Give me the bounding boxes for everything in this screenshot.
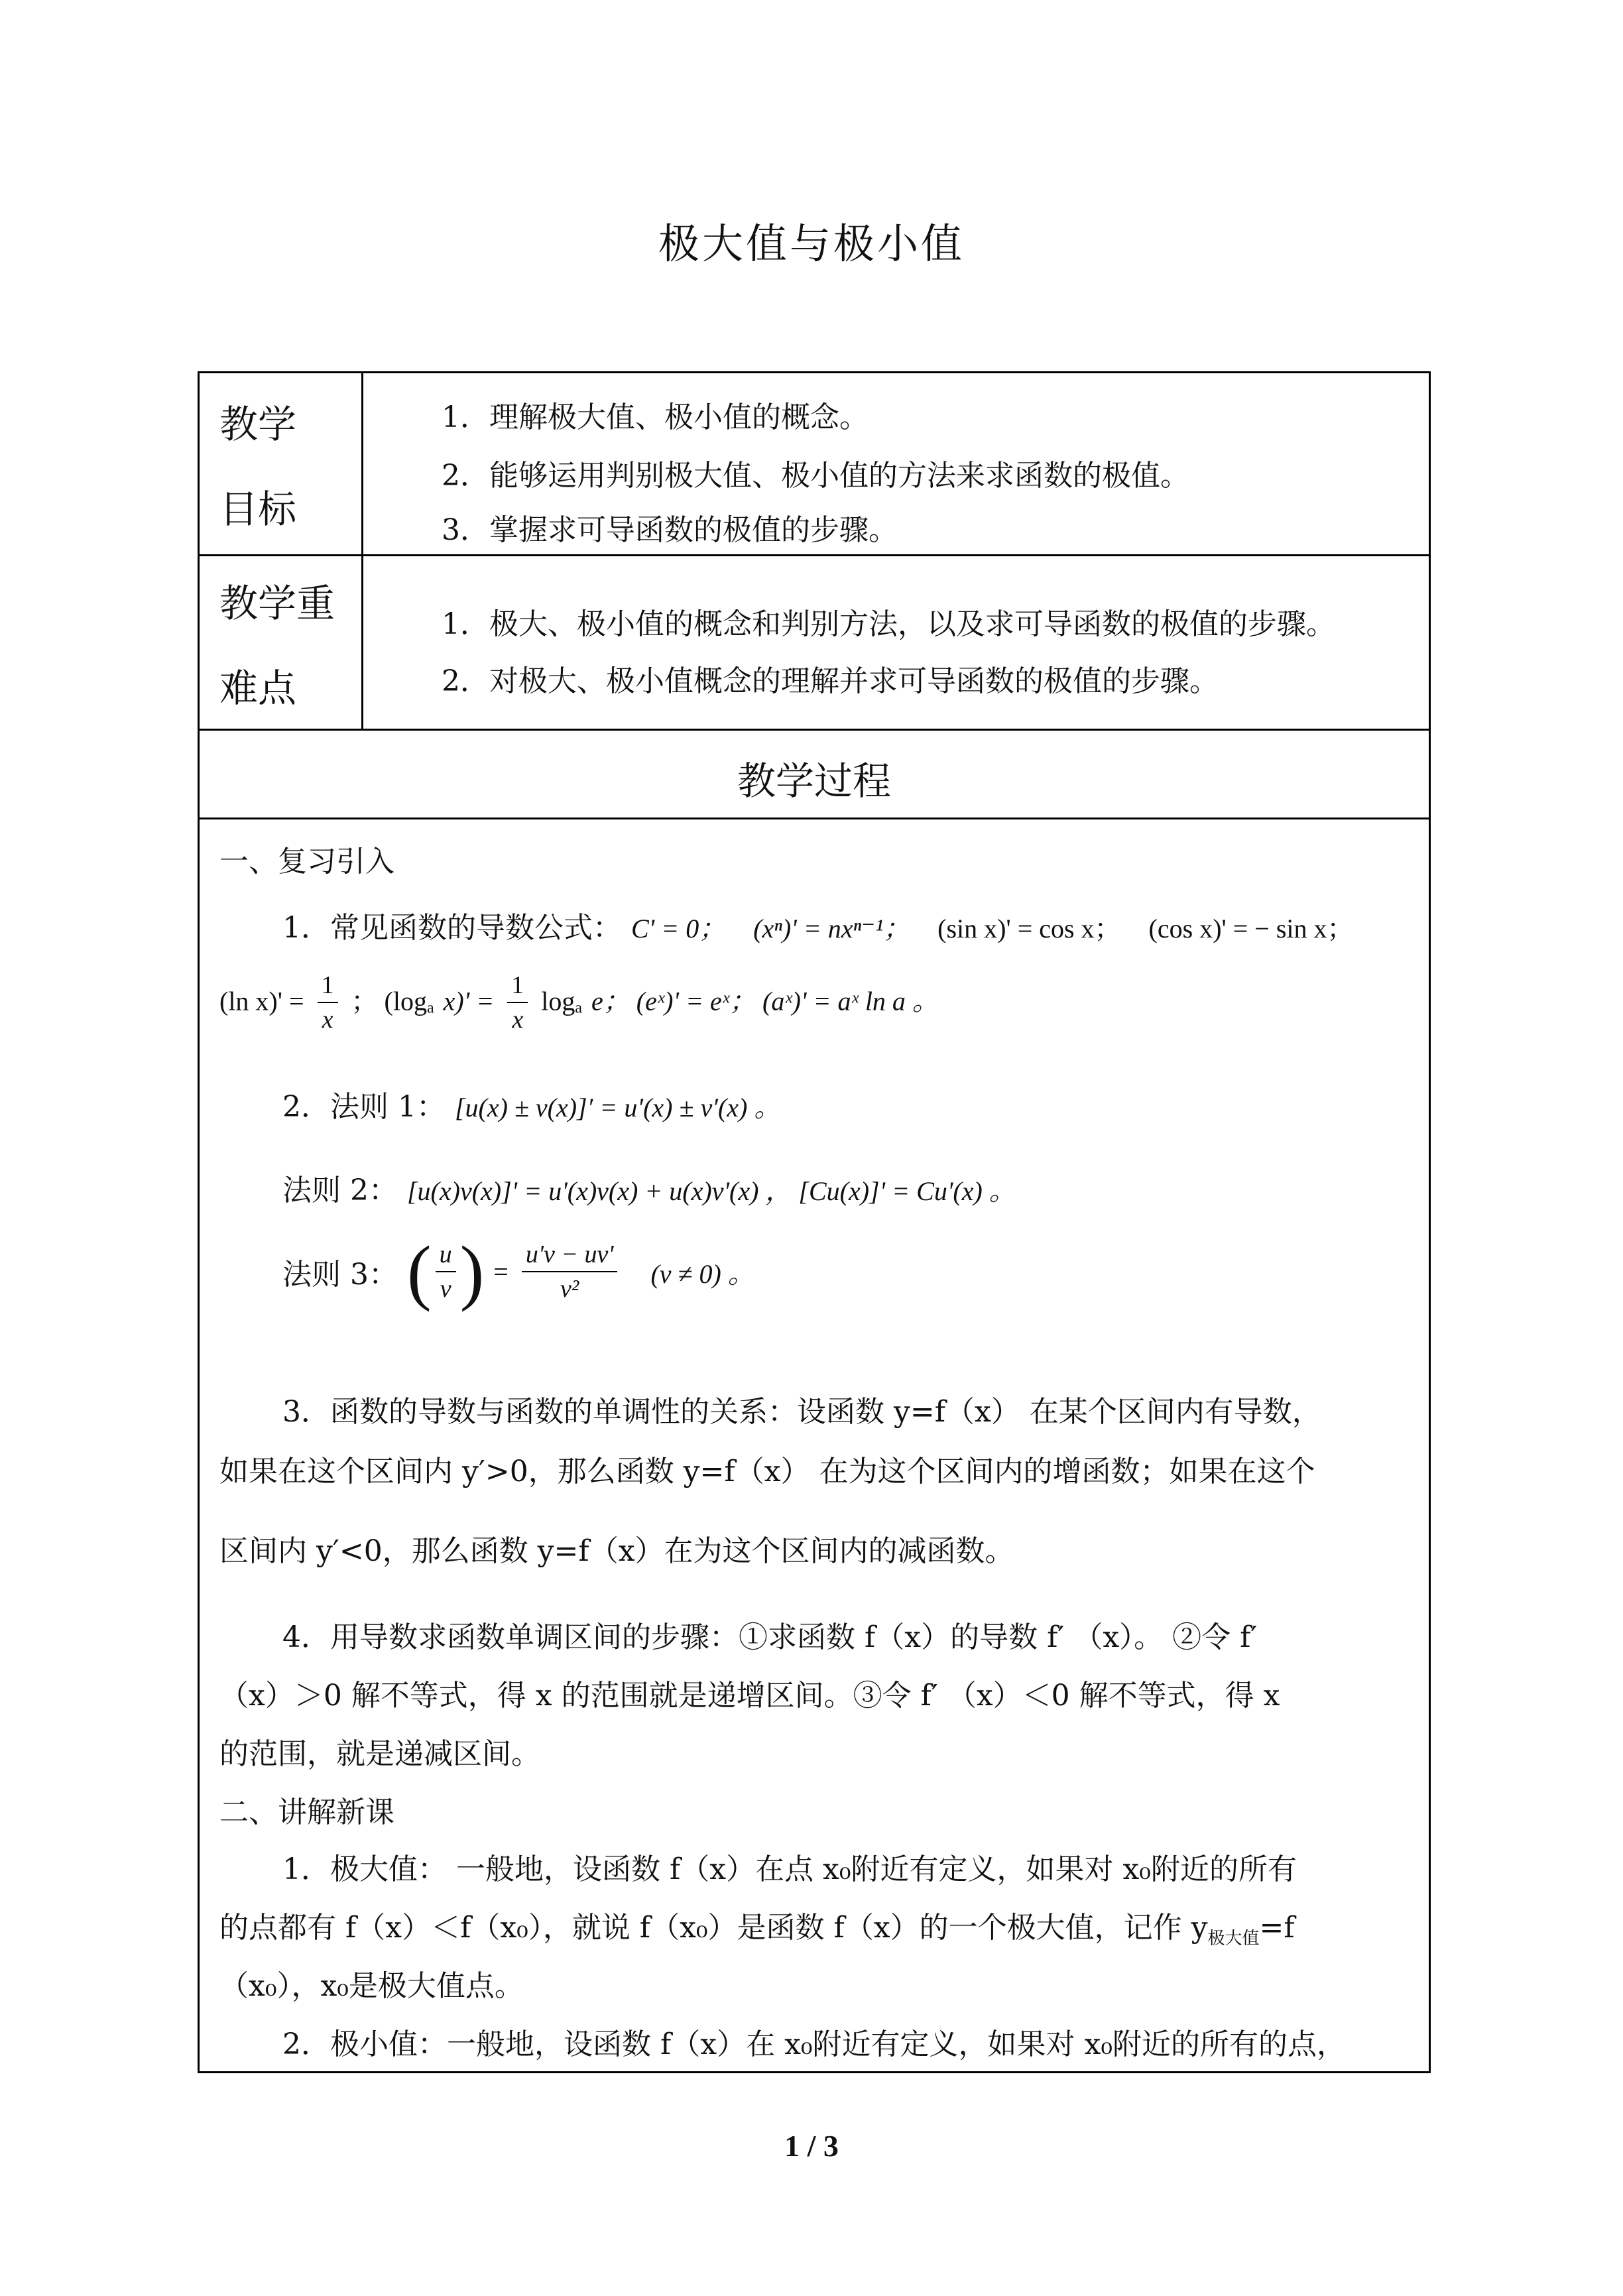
fraction-numerator: u'v − uv' bbox=[522, 1238, 618, 1272]
paragraph-text: =f bbox=[1259, 1911, 1295, 1945]
fraction-numerator: u bbox=[436, 1238, 456, 1272]
rule-label: 2．法则 1： bbox=[282, 1090, 446, 1124]
formula: ； (log bbox=[351, 986, 427, 1016]
formula-subscript: a bbox=[575, 999, 583, 1017]
rule-1 bbox=[282, 1083, 780, 1125]
goals-label-line2: 目标 bbox=[219, 487, 297, 532]
paragraph-line: 2．极小值：一般地，设函数 f（x）在 x₀附近有定义，如果对 x₀附近的所有的点， bbox=[282, 2027, 1346, 2061]
formula: [u(x)v(x)]' = u'(x)v(x) + u(x)v'(x) ， [Cu(x)]' = Cu'(x) 。 bbox=[406, 1176, 1016, 1206]
paragraph-line: 4．用导数求函数单调区间的步骤：①求函数 f（x）的导数 f′ （x）。 ②令 f′ bbox=[282, 1620, 1258, 1654]
fraction-denominator: x bbox=[322, 1006, 333, 1034]
goal-item: 3．掌握求可导函数的极值的步骤。 bbox=[442, 513, 898, 547]
fraction-numerator: 1 bbox=[507, 969, 528, 1003]
fraction bbox=[522, 1238, 618, 1305]
keypoint-item: 1．极大、极小值的概念和判别方法，以及求可导函数的极值的步骤。 bbox=[442, 607, 1335, 641]
fraction bbox=[318, 969, 338, 1036]
fraction-denominator: v² bbox=[560, 1275, 579, 1303]
formula: (xⁿ)' = nxⁿ⁻¹； bbox=[753, 914, 910, 943]
fraction bbox=[436, 1238, 456, 1305]
paragraph-line: 如果在这个区间内 y′>0，那么函数 y=f（x） 在为这个区间内的增函数；如果在这个 bbox=[219, 1455, 1315, 1488]
fraction bbox=[507, 969, 528, 1036]
equals-sign: = bbox=[493, 1256, 509, 1287]
section-heading: 二、讲解新课 bbox=[219, 1795, 394, 1829]
paragraph-line: （x₀），x₀是极大值点。 bbox=[219, 1969, 524, 2003]
formula: log bbox=[541, 986, 575, 1016]
page-number: 1 / 3 bbox=[784, 2129, 839, 2163]
formula: (cos x)' = − sin x； bbox=[1148, 914, 1354, 943]
rule-label: 法则 3： bbox=[282, 1258, 398, 1292]
paragraph-line: 的范围，就是递减区间。 bbox=[219, 1737, 540, 1771]
subscript: 极大值 bbox=[1207, 1928, 1260, 1949]
fraction-denominator: v bbox=[440, 1275, 451, 1303]
formula: e； (eˣ)' = eˣ； (aˣ)' = aˣ ln a 。 bbox=[591, 986, 939, 1016]
goal-item: 2．能够运用判别极大值、极小值的方法来求函数的极值。 bbox=[442, 459, 1189, 493]
left-paren: ( bbox=[406, 1231, 432, 1312]
fraction-numerator: 1 bbox=[318, 969, 338, 1003]
keypoint-item: 2．对极大、极小值概念的理解并求可导函数的极值的步骤。 bbox=[442, 664, 1219, 698]
keypoints-label-line1: 教学重 bbox=[219, 581, 335, 626]
process-title: 教学过程 bbox=[737, 758, 891, 804]
formula-subscript: a bbox=[426, 999, 434, 1017]
paragraph-line: 区间内 y′<0，那么函数 y=f（x）在为这个区间内的减函数。 bbox=[219, 1534, 1014, 1568]
paragraph-text: 的点都有 f（x）＜f（x₀），就说 f（x₀）是函数 f（x）的一个极大值，记作 y bbox=[219, 1911, 1208, 1945]
formula: [u(x) ± v(x)]′ = u′(x) ± v′(x) 。 bbox=[454, 1093, 781, 1122]
rule-label: 法则 2： bbox=[282, 1174, 398, 1207]
derivative-formulas-line2 bbox=[219, 969, 939, 1036]
lesson-table bbox=[198, 371, 1431, 2073]
row-divider bbox=[200, 817, 1429, 819]
goals-label-line1: 教学 bbox=[219, 402, 297, 447]
keypoints-label-line2: 难点 bbox=[219, 666, 297, 711]
page-title: 极大值与极小值 bbox=[658, 219, 965, 268]
fraction-denominator: x bbox=[512, 1006, 524, 1034]
formula: (sin x)' = cos x； bbox=[937, 914, 1121, 943]
row-divider bbox=[200, 554, 1429, 556]
rule-2 bbox=[282, 1166, 1016, 1209]
formula-intro: 1．常见函数的导数公式： bbox=[282, 911, 622, 945]
paragraph-line: 1．极大值： 一般地，设函数 f（x）在点 x₀附近有定义，如果对 x₀附近的所有 bbox=[282, 1852, 1297, 1886]
paragraph-line bbox=[219, 1903, 1295, 1949]
paragraph-line: 3．函数的导数与函数的单调性的关系：设函数 y=f（x） 在某个区间内有导数， bbox=[282, 1395, 1321, 1429]
formula: C' = 0； bbox=[631, 914, 726, 943]
column-divider bbox=[361, 373, 363, 729]
section-heading: 一、复习引入 bbox=[219, 845, 394, 878]
formula: x)' = bbox=[443, 986, 495, 1016]
paragraph-line: （x）＞0 解不等式，得 x 的范围就是递增区间。③令 f′ （x）＜0 解不等式，得 x bbox=[219, 1679, 1280, 1713]
goal-item: 1．理解极大值、极小值的概念。 bbox=[442, 400, 869, 434]
row-divider bbox=[200, 729, 1429, 731]
derivative-formulas-line1 bbox=[282, 904, 1354, 946]
right-paren: ) bbox=[459, 1231, 485, 1312]
rule-3 bbox=[282, 1231, 754, 1312]
formula-condition: (v ≠ 0) 。 bbox=[650, 1258, 754, 1289]
formula: (ln x)' = bbox=[219, 986, 304, 1016]
